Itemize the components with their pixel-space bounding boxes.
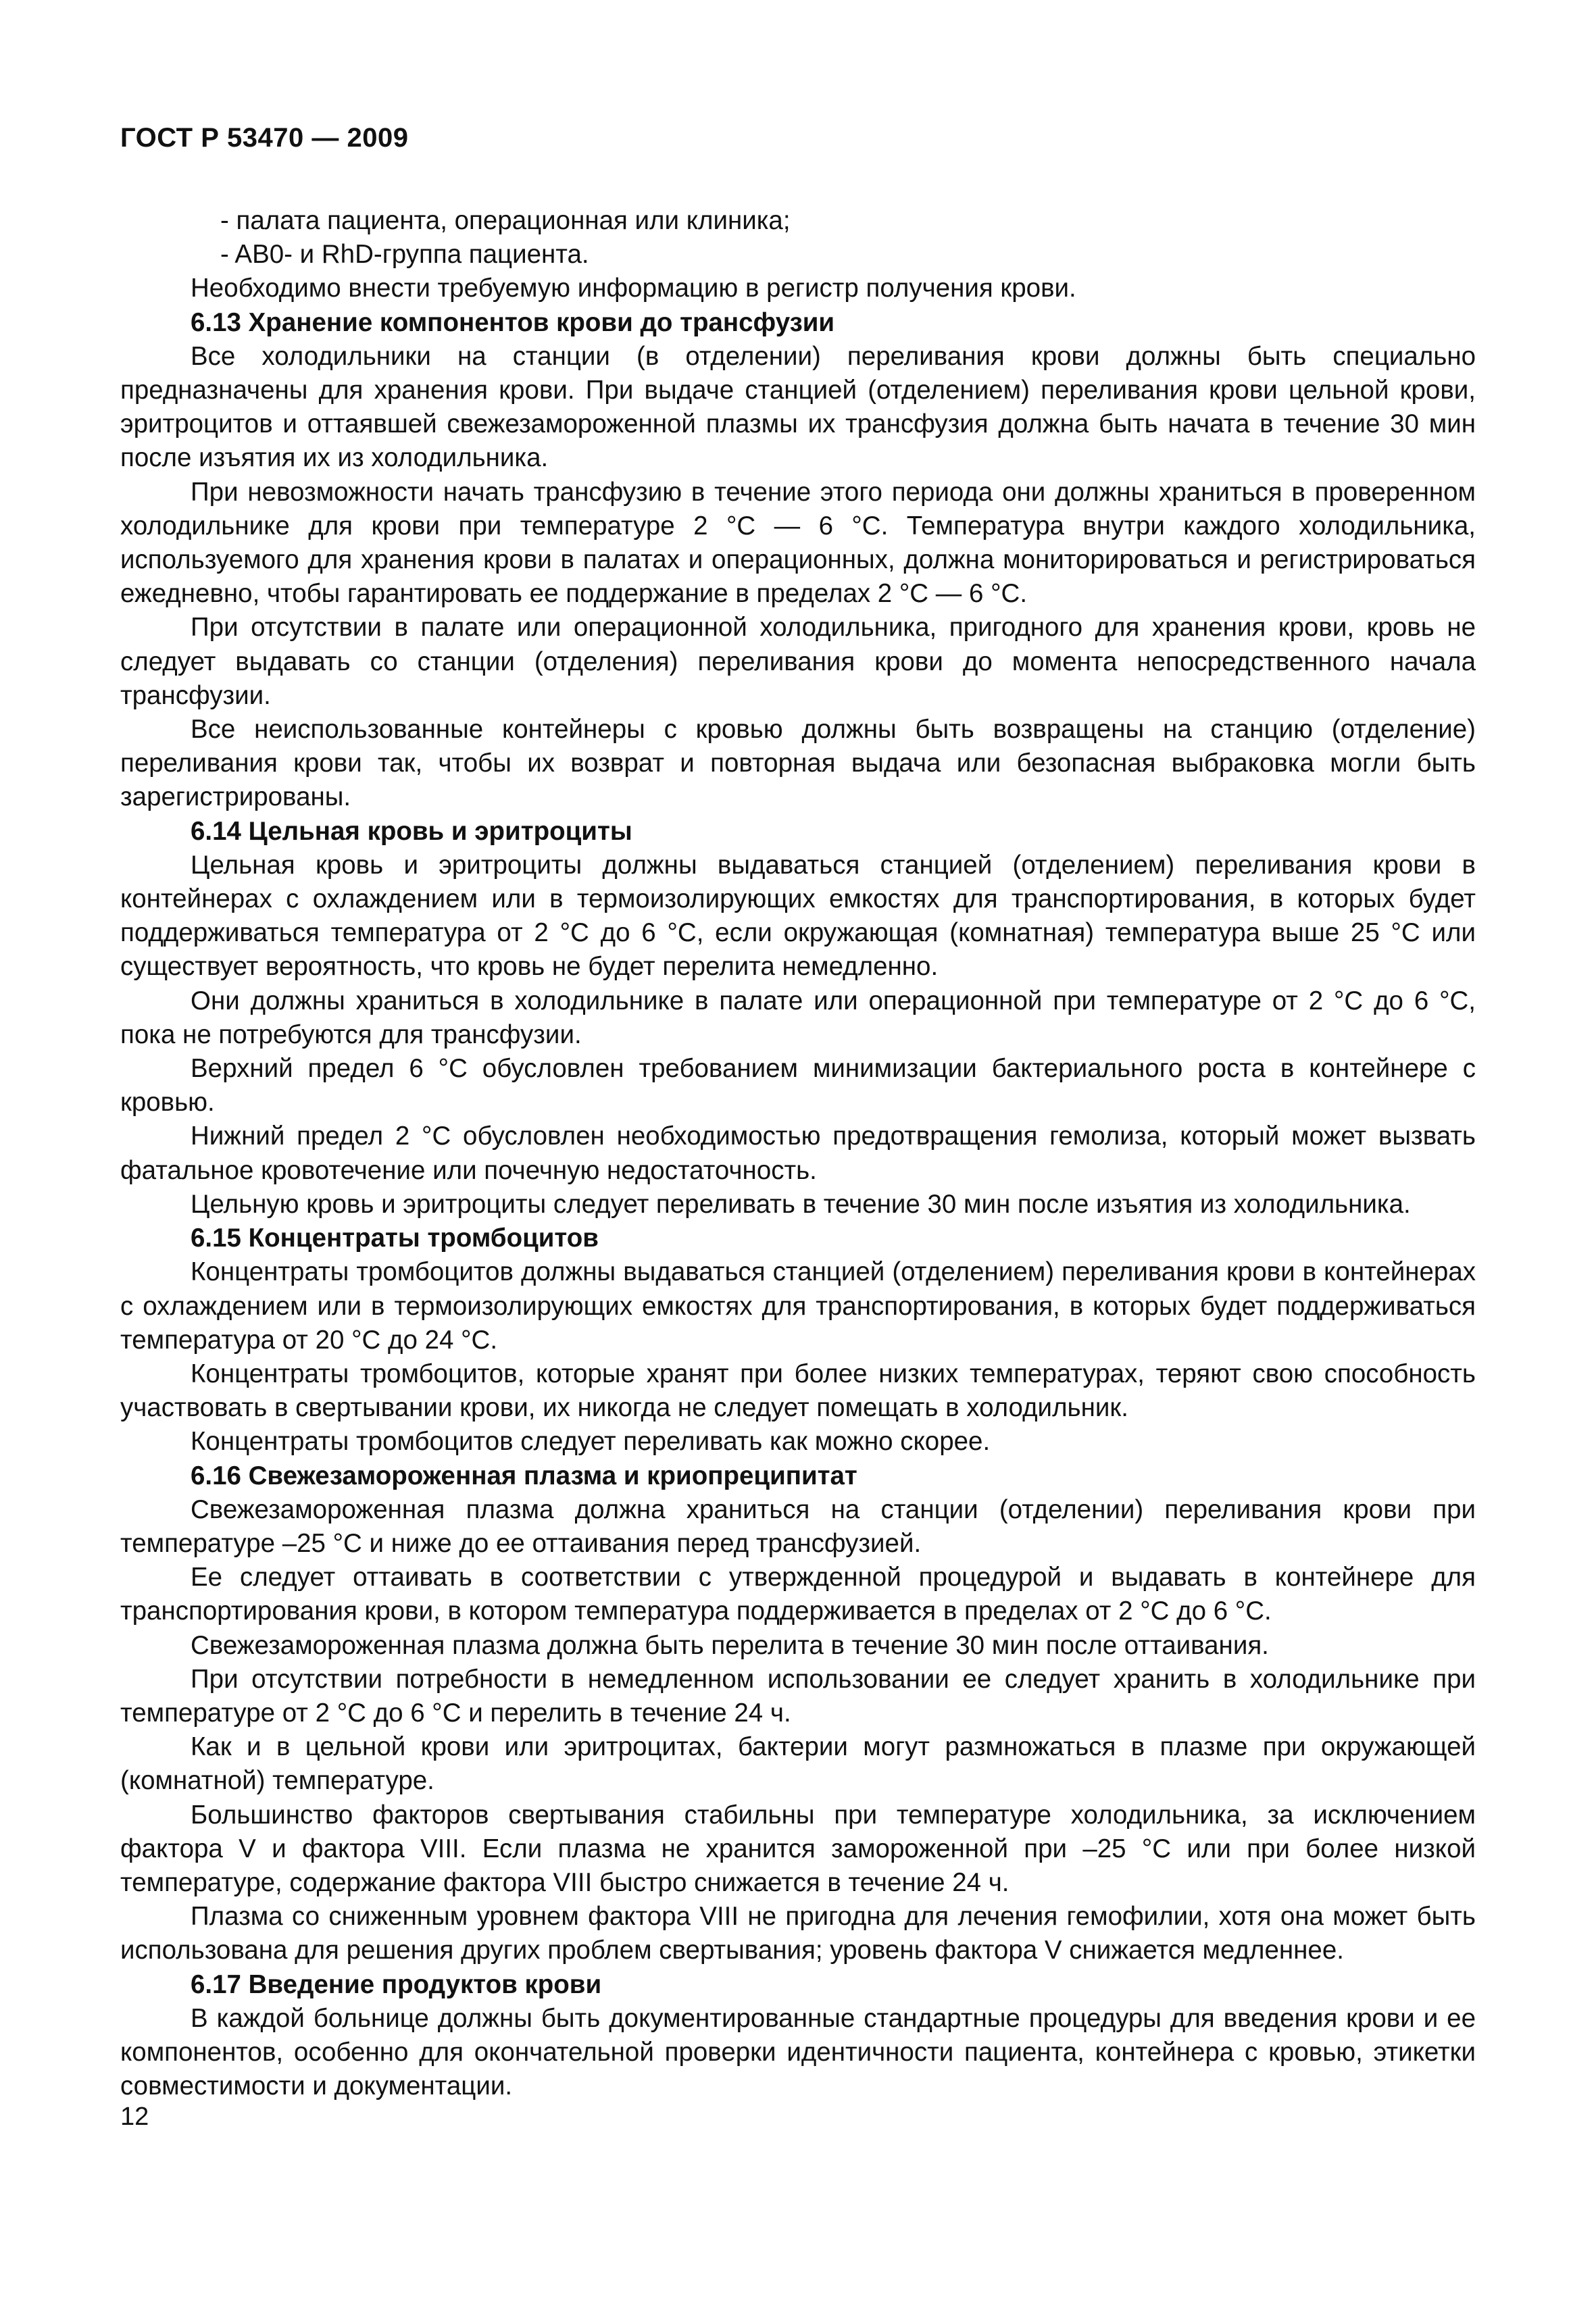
paragraph: При отсутствии в палате или операционной холодильника, пригодного для хранения крови, кровь не следует выдавать со станции (отделения) переливания крови до момента непосредственного начала трансфузии. xyxy=(120,613,1476,710)
paragraph: Концентраты тромбоцитов должны выдаваться станцией (отделением) переливания крови в контейнерах с охлаждением или в термоизолирующих емкостях для транспортирования, в которых будет поддерживаться температура от 20 °С до 24 °С. xyxy=(120,1257,1476,1355)
list-item: - палата пациента, операционная или клиника; xyxy=(220,206,791,235)
paragraph: Все холодильники на станции (в отделении) переливания крови должны быть специально предназначены для хранения крови. При выдаче станцией (отделением) переливания крови цельной крови, эритроцитов и оттаявшей свежезамороженной плазмы их трансфузия должна быть начата в течение 30 мин после изъятия их из холодильника. xyxy=(120,341,1476,473)
paragraph: Все неиспользованные контейнеры с кровью должны быть возвращены на станцию (отделение) переливания крови так, чтобы их возврат и повторная выдача или безопасная выбраковка могли быть зарегистрированы. xyxy=(120,715,1476,812)
document-body xyxy=(120,204,1476,2103)
paragraph: Верхний предел 6 °С обусловлен требованием минимизации бактериального роста в контейнере с кровью. xyxy=(120,1054,1476,1117)
paragraph: Они должны храниться в холодильнике в палате или операционной при температуре от 2 °С до 6 °С, пока не потребуются для трансфузии. xyxy=(120,986,1476,1049)
paragraph: При отсутствии потребности в немедленном использовании ее следует хранить в холодильнике при температуре от 2 °С до 6 °С и перелить в течение 24 ч. xyxy=(120,1664,1476,1728)
section-heading: 6.17 Введение продуктов крови xyxy=(191,1969,602,1999)
section-heading: 6.16 Свежезамороженная плазма и криопреципитат xyxy=(191,1461,857,1490)
paragraph: Плазма со сниженным уровнем фактора VIII не пригодна для лечения гемофилии, хотя она может быть использована для решения других проблем свертывания; уровень фактора V снижается медленнее. xyxy=(120,1902,1476,1965)
section-heading: 6.15 Концентраты тромбоцитов xyxy=(191,1224,599,1253)
section-heading: 6.13 Хранение компонентов крови до трансфузии xyxy=(191,307,835,337)
paragraph: Необходимо внести требуемую информацию в регистр получения крови. xyxy=(191,274,1076,303)
paragraph: В каждой больнице должны быть документированные стандартные процедуры для введения крови и ее компонентов, особенно для окончательной проверки идентичности пациента, контейнера с кровью, этикетки совместимости и документации. xyxy=(120,2003,1476,2101)
paragraph: Свежезамороженная плазма должна быть перелита в течение 30 мин после оттаивания. xyxy=(191,1630,1269,1660)
paragraph: Нижний предел 2 °С обусловлен необходимостью предотвращения гемолиза, который может вызвать фатальное кровотечение или почечную недостаточность. xyxy=(120,1122,1476,1185)
paragraph: Цельная кровь и эритроциты должны выдаваться станцией (отделением) переливания крови в контейнерах с охлаждением или в термоизолирующих емкостях для транспортирования, в которых будет поддерживаться температура от 2 °С до 6 °С, если окружающая (комнатная) температура выше 25 °С или существует вероятность, что кровь не будет перелита немедленно. xyxy=(120,850,1476,982)
paragraph: Как и в цельной крови или эритроцитах, бактерии могут размножаться в плазме при окружающей (комнатной) температуре. xyxy=(120,1732,1476,1796)
paragraph: Свежезамороженная плазма должна храниться на станции (отделении) переливания крови при температуре –25 °С и ниже до ее оттаивания перед трансфузией. xyxy=(120,1494,1476,1558)
document-header: ГОСТ Р 53470 — 2009 xyxy=(120,123,409,153)
list-item: - AB0- и RhD-группа пациента. xyxy=(220,240,589,270)
paragraph: Цельную кровь и эритроциты следует переливать в течение 30 мин после изъятия из холодильника. xyxy=(191,1189,1411,1219)
paragraph: Концентраты тромбоцитов следует переливать как можно скорее. xyxy=(191,1427,991,1457)
paragraph: Большинство факторов свертывания стабильны при температуре холодильника, за исключением фактора V и фактора VIII. Если плазма не хранится замороженной при –25 °С или при более низкой температуре, содержание фактора VIII быстро снижается в течение 24 ч. xyxy=(120,1800,1476,1897)
paragraph: Ее следует оттаивать в соответствии с утвержденной процедурой и выдавать в контейнере для транспортирования крови, в котором температура поддерживается в пределах от 2 °С до 6 °С. xyxy=(120,1563,1476,1626)
page-number: 12 xyxy=(120,2103,149,2131)
paragraph: Концентраты тромбоцитов, которые хранят при более низких температурах, теряют свою способность участвовать в свертывании крови, их никогда не следует помещать в холодильник. xyxy=(120,1359,1476,1423)
section-heading: 6.14 Цельная кровь и эритроциты xyxy=(191,816,632,846)
paragraph: При невозможности начать трансфузию в течение этого периода они должны храниться в проверенном холодильнике для крови при температуре 2 °С — 6 °С. Температура внутри каждого холодильника, используемого для хранения крови в палатах и операционных, должна мониторироваться и регистрироваться ежедневно, чтобы гарантировать ее поддержание в пределах 2 °С — 6 °С. xyxy=(120,477,1476,609)
